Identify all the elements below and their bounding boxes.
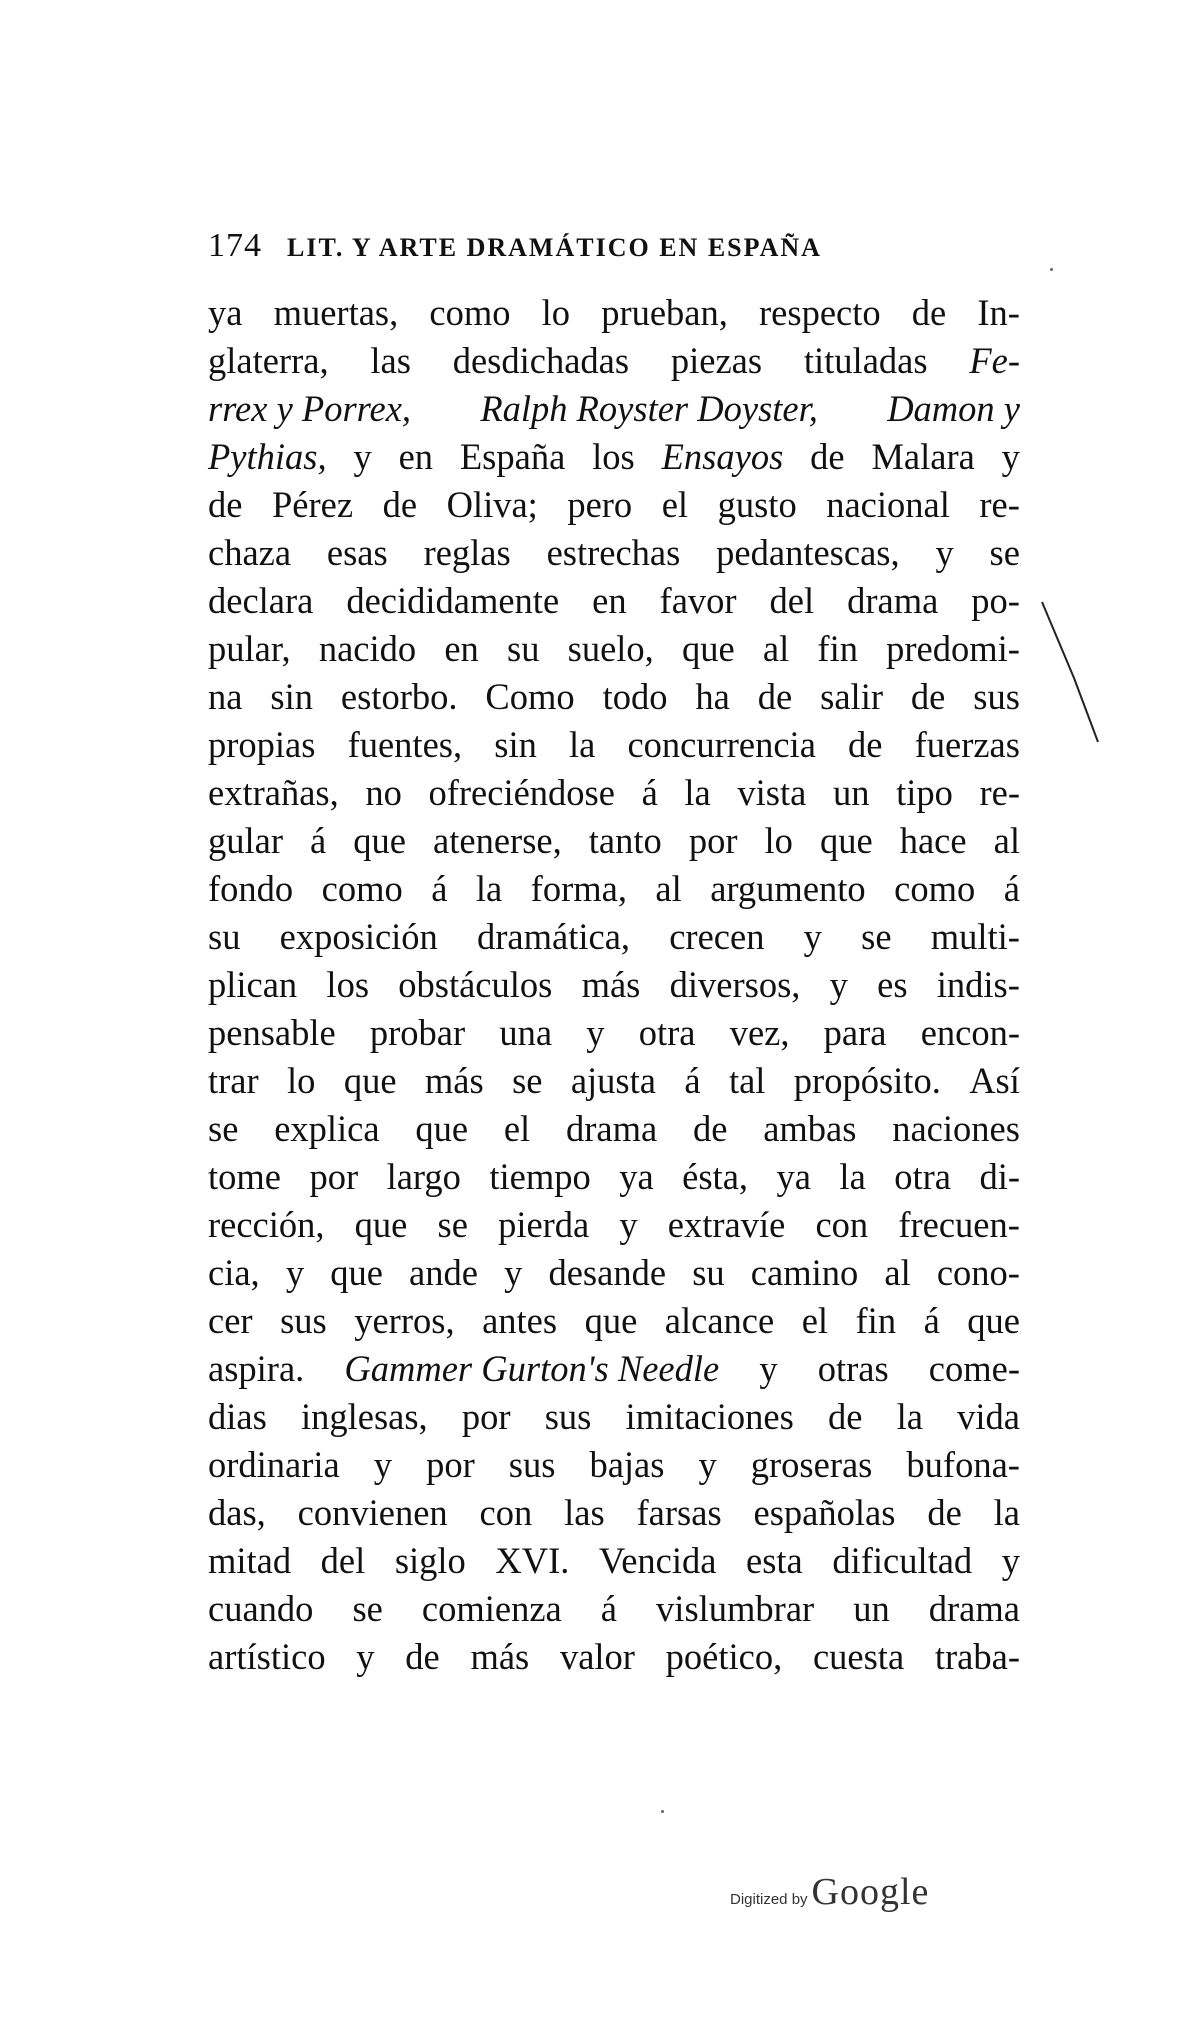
word: lo [287,1060,316,1101]
word: Vencida [598,1540,717,1581]
word: esas [326,532,388,573]
word: obstáculos [398,964,553,1005]
word: y [504,1252,523,1293]
google-wordmark: Google [811,1871,930,1913]
text-line [208,1249,1020,1297]
word: ha [695,676,730,717]
word: sus [973,676,1020,717]
word: traba- [934,1636,1020,1677]
word: las [564,1492,605,1533]
word: la [839,1156,866,1197]
italic-title: Damon y [887,388,1020,429]
word: se [989,532,1020,573]
word: tal [728,1060,766,1101]
word: y [829,964,848,1005]
text-line [208,337,1020,385]
word: otras [817,1348,889,1389]
word: ofreciéndose [428,772,615,813]
word: españolas [753,1492,896,1533]
digitized-by-footer [730,1870,929,1920]
word: cuesta [812,1636,905,1677]
word: ordinaria [208,1444,340,1485]
word: come- [928,1348,1020,1389]
word: como [321,868,403,909]
text-line [208,1009,1020,1057]
word: poético, [665,1636,783,1677]
word: respecto [759,292,881,333]
italic-title: Fe- [969,340,1020,381]
word: re- [979,772,1020,813]
word: probar [369,1012,466,1053]
word: de [911,292,947,333]
word: y [353,436,372,477]
word: que [682,628,735,669]
word: ya [208,292,243,333]
word: pedantescas, [716,532,900,573]
word: reglas [423,532,511,573]
word: vislumbrar [656,1588,815,1629]
word: ande [409,1252,478,1293]
text-line [208,289,1020,337]
word: una [499,1012,553,1053]
text-line [208,1393,1020,1441]
word: y [759,1348,778,1389]
word: fin [817,628,858,669]
word: chaza [208,532,292,573]
word: re- [979,484,1020,525]
word: al [884,1252,911,1293]
word: valor [559,1636,635,1677]
word: su [506,628,540,669]
word: y [285,1252,305,1293]
word: estorbo. [340,676,458,717]
word: artístico [208,1636,326,1677]
word: cono- [936,1252,1020,1293]
word: propósito. [793,1060,941,1101]
word: de [827,1396,863,1437]
word: extrañas, [208,772,339,813]
word: se [861,916,892,957]
word: na [208,676,243,717]
word: por [426,1444,475,1485]
word: Como [485,676,575,717]
word: como [894,868,976,909]
word: drama [847,580,939,621]
text-line [208,385,1020,433]
word: siglo [394,1540,466,1581]
word: desdichadas [452,340,630,381]
word: Malara [871,436,975,477]
word: fuerzas [914,724,1020,765]
word: á [600,1588,617,1629]
word: ya [619,1156,654,1197]
word: Así [969,1060,1020,1101]
italic-title: Pythias, [208,436,327,477]
word: su [208,916,241,957]
word: farsas [636,1492,722,1533]
word: al [993,820,1020,861]
word: camino [750,1252,859,1293]
word: la [896,1396,923,1437]
word: que [353,820,406,861]
word: sin [270,676,313,717]
word: que [819,820,873,861]
word: plican [208,964,298,1005]
word: tituladas [803,340,928,381]
word: un [832,772,870,813]
word: po- [971,580,1020,621]
word: ya [776,1156,811,1197]
scan-speck [1050,268,1053,271]
word: explica [274,1108,380,1149]
word: á [684,1060,701,1101]
word: diversos, [669,964,801,1005]
word: la [993,1492,1020,1533]
text-line [208,1633,1020,1681]
word: de [405,1636,440,1677]
word: por [688,820,738,861]
word: al [762,628,790,669]
word: fin [855,1300,897,1341]
italic-title: Ensayos [661,436,784,477]
word: cuando [208,1588,314,1629]
word: y [803,916,822,957]
word: con [815,1204,869,1245]
word: del [320,1540,366,1581]
text-line [208,817,1020,865]
word: para [823,1012,887,1053]
word: Oliva; [446,484,538,525]
word: y [619,1204,638,1245]
word: y [935,532,954,573]
word: convienen [297,1492,448,1533]
text-line [208,433,1020,481]
word: sus [280,1300,327,1341]
word: no [365,772,402,813]
word: que [584,1300,638,1341]
word: sus [544,1396,592,1437]
word: otra [638,1012,696,1053]
word: se [208,1108,239,1149]
word: de [927,1492,962,1533]
word: se [437,1204,468,1245]
word: más [581,964,641,1005]
text-line [208,577,1020,625]
word: Pérez [271,484,354,525]
word: salir [820,676,883,717]
word: pensable [208,1012,336,1053]
text-line [208,673,1020,721]
word: ésta, [682,1156,749,1197]
word: In- [977,292,1020,333]
word: fuentes, [347,724,463,765]
text-line [208,1057,1020,1105]
word: piezas [670,340,763,381]
word: lo [541,292,571,333]
text-line [208,1153,1020,1201]
word: encon- [920,1012,1020,1053]
word: bajas [589,1444,665,1485]
text-line [208,769,1020,817]
word: das, [208,1492,266,1533]
word: de [382,484,418,525]
word: forma, [530,868,627,909]
word: los [326,964,370,1005]
word: extravíe [667,1204,786,1245]
word: drama [928,1588,1020,1629]
word: del [769,580,815,621]
word: favor [659,580,737,621]
word: de [757,676,793,717]
text-line [208,721,1020,769]
word: gular [208,820,283,861]
word: al [655,868,682,909]
word: á [431,868,448,909]
text-line [208,1585,1020,1633]
word: lo [764,820,793,861]
word: por [461,1396,511,1437]
word: sus [508,1444,556,1485]
word: que [967,1300,1020,1341]
text-line [208,1345,1020,1393]
word: tiempo [489,1156,591,1197]
word: pular, [208,628,291,669]
word: atenerse, [433,820,562,861]
word: mitad [208,1540,292,1581]
word: argumento [710,868,866,909]
word: cia, [208,1252,260,1293]
word: hace [899,820,967,861]
word: que [330,1252,383,1293]
word: se [352,1588,383,1629]
word: como [429,292,511,333]
word: en [592,580,627,621]
word: por [309,1156,359,1197]
word: tanto [588,820,662,861]
word: el [503,1108,531,1149]
word: dificultad [832,1540,973,1581]
page-number: 174 [208,227,262,264]
word: dramática, [477,916,631,957]
word: más [470,1636,530,1677]
word: las [370,340,411,381]
word: predomi- [886,628,1020,669]
italic-title: Ralph Royster Doyster, [480,388,818,429]
word: nacido [318,628,417,669]
word: su [692,1252,725,1293]
word: de [692,1108,728,1149]
word: se [512,1060,543,1101]
word: yerros, [354,1300,455,1341]
running-title: LIT. Y ARTE DRAMÁTICO EN ESPAÑA [287,233,822,262]
word: de [810,436,845,477]
word: ajusta [570,1060,656,1101]
word: frecuen- [898,1204,1020,1245]
word: de [910,676,946,717]
word: con [479,1492,533,1533]
word: inglesas, [300,1396,428,1437]
word: multi- [930,916,1020,957]
word: naciones [892,1108,1020,1149]
word: concurrencia [627,724,816,765]
margin-pencil-mark [1040,600,1100,750]
word: España [459,436,566,477]
text-line [208,529,1020,577]
word: vez, [729,1012,790,1053]
word: groseras [750,1444,873,1485]
word: esta [746,1540,803,1581]
word: propias [208,724,316,765]
page-header [208,226,1028,266]
word: la [684,772,711,813]
text-line [208,913,1020,961]
text-line [208,1105,1020,1153]
digitized-label: Digitized by [730,1891,808,1908]
word: antes [482,1300,558,1341]
word: que [415,1108,469,1149]
word: ambas [763,1108,857,1149]
word: vista [737,772,807,813]
text-line [208,865,1020,913]
word: sin [494,724,537,765]
word: comienza [421,1588,562,1629]
word: nacional [826,484,950,525]
word: que [354,1204,408,1245]
word: rección, [208,1204,325,1245]
word: tipo [896,772,953,813]
word: imitaciones [625,1396,794,1437]
word: glaterra, [208,340,329,381]
word: y [586,1012,605,1053]
word: gusto [717,484,797,525]
word: largo [386,1156,461,1197]
word: en [398,436,434,477]
word: á [310,820,327,861]
word: muertas, [273,292,399,333]
word: tome [208,1156,281,1197]
word: vida [957,1396,1020,1437]
word: y [698,1444,717,1485]
word: declara [208,580,314,621]
text-line [208,1441,1020,1489]
word: decididamente [346,580,560,621]
word: á [1003,868,1020,909]
word: XVI. [495,1540,570,1581]
word: otra [894,1156,951,1197]
word: crecen [669,916,765,957]
word: dias [208,1396,267,1437]
word: á [641,772,658,813]
word: pero [567,484,633,525]
text-line [208,1489,1020,1537]
word: que [343,1060,397,1101]
word: cer [208,1300,253,1341]
italic-title: rrex y Porrex, [208,388,412,429]
text-line [208,1201,1020,1249]
word: es [877,964,908,1005]
word: y [1001,436,1020,477]
word: fondo [208,868,294,909]
word: desande [548,1252,667,1293]
word: á [923,1300,940,1341]
word: suelo, [567,628,654,669]
word: indis- [936,964,1020,1005]
word: y [356,1636,375,1677]
word: todo [602,676,668,717]
word: pierda [498,1204,590,1245]
body-text [208,289,1020,1681]
word: en [444,628,479,669]
word: el [661,484,689,525]
word: prueban, [601,292,728,333]
word: la [568,724,596,765]
word: la [475,868,503,909]
word: el [801,1300,829,1341]
word: y [1001,1540,1020,1581]
word: drama [565,1108,658,1149]
word: trar [208,1060,259,1101]
text-line [208,1537,1020,1585]
scan-speck [661,1810,664,1813]
text-line [208,1297,1020,1345]
word: y [373,1444,393,1485]
word: los [592,436,635,477]
word: di- [979,1156,1020,1197]
word: un [853,1588,890,1629]
text-line [208,625,1020,673]
word: más [424,1060,484,1101]
italic-title: Gammer Gurton's Needle [344,1348,720,1389]
text-line [208,961,1020,1009]
word: bufona- [906,1444,1020,1485]
word: de [208,484,243,525]
word: alcance [664,1300,775,1341]
word: de [848,724,883,765]
word: exposición [279,916,438,957]
word: aspira. [208,1348,305,1389]
word: estrechas [546,532,681,573]
text-line [208,481,1020,529]
